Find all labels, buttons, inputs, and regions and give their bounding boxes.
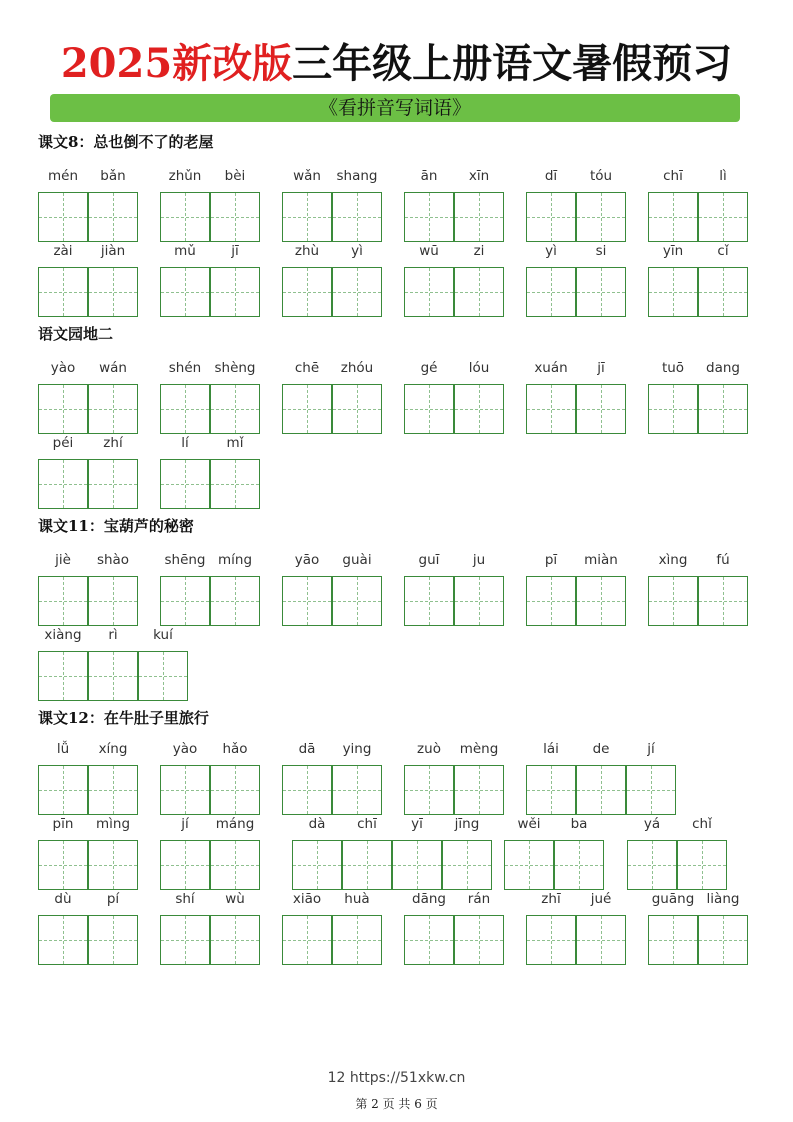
- writing-cell[interactable]: [160, 192, 210, 242]
- pinyin-label: shang: [336, 168, 378, 184]
- word-group: [404, 889, 504, 965]
- writing-cell[interactable]: [554, 840, 604, 890]
- writing-cell[interactable]: [526, 384, 576, 434]
- word-group: [38, 166, 138, 242]
- pinyin-label: chī: [663, 168, 683, 184]
- word-group: [282, 241, 382, 317]
- pinyin-label: shèng: [214, 360, 256, 376]
- word-group: [627, 814, 727, 890]
- word-row: [38, 550, 758, 626]
- pinyin-label: míng: [217, 552, 253, 568]
- pinyin-label: xiàng: [44, 627, 82, 643]
- writing-cell[interactable]: [677, 840, 727, 890]
- writing-cell[interactable]: [576, 915, 626, 965]
- writing-cell[interactable]: [210, 576, 260, 626]
- writing-cell[interactable]: [648, 267, 698, 317]
- pinyin-label: zuò: [417, 741, 441, 757]
- footer-page-number: 第 2 页 共 6 页: [355, 1097, 438, 1111]
- word-row: [38, 739, 758, 815]
- writing-cell[interactable]: [282, 915, 332, 965]
- page-title: [0, 38, 793, 90]
- pinyin-label: ying: [342, 741, 372, 757]
- pinyin-label: mìng: [95, 816, 131, 832]
- word-group: [38, 625, 188, 701]
- pinyin-label: xuán: [534, 360, 568, 376]
- pinyin-label: chǐ: [692, 816, 712, 832]
- word-group: [282, 358, 382, 434]
- writing-cell[interactable]: [160, 915, 210, 965]
- subtitle-banner: 《看拼音写词语》: [50, 94, 740, 122]
- writing-cell[interactable]: [210, 915, 260, 965]
- pinyin-label: jiàn: [100, 243, 126, 259]
- writing-cell[interactable]: [442, 840, 492, 890]
- pinyin-label: ju: [472, 552, 486, 568]
- word-row: [38, 433, 758, 509]
- word-group: [526, 889, 626, 965]
- pinyin-label: dī: [544, 168, 558, 184]
- writing-cell[interactable]: [404, 384, 454, 434]
- writing-cell[interactable]: [526, 915, 576, 965]
- pinyin-label: cǐ: [717, 243, 729, 259]
- writing-cell[interactable]: [160, 840, 210, 890]
- word-group: [282, 739, 382, 815]
- pinyin-label: liàng: [706, 891, 740, 907]
- pinyin-label: yīn: [662, 243, 684, 259]
- pinyin-label: péi: [52, 435, 74, 451]
- word-group: [404, 550, 504, 626]
- writing-cell[interactable]: [698, 915, 748, 965]
- writing-cell[interactable]: [526, 576, 576, 626]
- word-group: [160, 358, 260, 434]
- pinyin-label: si: [595, 243, 607, 259]
- writing-cell[interactable]: [38, 915, 88, 965]
- writing-cell[interactable]: [648, 384, 698, 434]
- pinyin-label: wū: [419, 243, 439, 259]
- pinyin-label: dà: [308, 816, 326, 832]
- pinyin-label: pí: [106, 891, 120, 907]
- pinyin-label: dang: [706, 360, 740, 376]
- writing-cell[interactable]: [698, 384, 748, 434]
- pinyin-label: jī: [231, 243, 239, 259]
- pinyin-label: yì: [545, 243, 557, 259]
- writing-cell[interactable]: [210, 384, 260, 434]
- pinyin-label: bǎn: [100, 168, 126, 184]
- word-group: [282, 166, 382, 242]
- writing-cell[interactable]: [282, 384, 332, 434]
- writing-cell[interactable]: [88, 384, 138, 434]
- word-group: [404, 358, 504, 434]
- writing-cell[interactable]: [454, 384, 504, 434]
- pinyin-label: rán: [467, 891, 491, 907]
- word-group: [648, 358, 748, 434]
- section-heading: 课文11：宝葫芦的秘密: [38, 517, 194, 535]
- writing-cell[interactable]: [88, 576, 138, 626]
- word-group: [648, 550, 748, 626]
- pinyin-label: zhǔn: [168, 168, 202, 184]
- writing-cell[interactable]: [576, 576, 626, 626]
- pinyin-label: fú: [716, 552, 730, 568]
- pinyin-label: mén: [47, 168, 78, 184]
- writing-cell[interactable]: [38, 651, 88, 701]
- pinyin-label: shí: [175, 891, 195, 907]
- pinyin-label: tóu: [589, 168, 613, 184]
- writing-cell[interactable]: [332, 576, 382, 626]
- word-row: [38, 814, 758, 890]
- writing-cell[interactable]: [454, 915, 504, 965]
- pinyin-label: wán: [99, 360, 127, 376]
- writing-cell[interactable]: [38, 267, 88, 317]
- word-group: [526, 241, 626, 317]
- word-row: [38, 358, 758, 434]
- writing-cell[interactable]: [698, 267, 748, 317]
- word-group: [404, 739, 504, 815]
- pinyin-label: máng: [215, 816, 255, 832]
- pinyin-label: jí: [647, 741, 655, 757]
- pinyin-label: lì: [719, 168, 727, 184]
- writing-cell[interactable]: [160, 267, 210, 317]
- section-heading: 课文8：总也倒不了的老屋: [38, 133, 214, 151]
- writing-cell[interactable]: [160, 459, 210, 509]
- section-heading: 课文12：在牛肚子里旅行: [38, 709, 209, 727]
- pinyin-label: jué: [590, 891, 612, 907]
- writing-cell[interactable]: [88, 765, 138, 815]
- writing-cell[interactable]: [454, 576, 504, 626]
- word-group: [160, 433, 260, 509]
- pinyin-label: wù: [225, 891, 245, 907]
- word-group: [160, 739, 260, 815]
- pinyin-label: shén: [168, 360, 202, 376]
- pinyin-label: wǎn: [293, 168, 321, 184]
- pinyin-label: mǔ: [174, 243, 196, 259]
- word-row: [38, 625, 758, 701]
- writing-cell[interactable]: [576, 765, 626, 815]
- writing-cell[interactable]: [404, 192, 454, 242]
- pinyin-label: yī: [411, 816, 423, 832]
- pinyin-label: dāng: [412, 891, 446, 907]
- writing-cell[interactable]: [88, 192, 138, 242]
- writing-cell[interactable]: [342, 840, 392, 890]
- pinyin-label: xíng: [98, 741, 128, 757]
- pinyin-label: rì: [108, 627, 118, 643]
- writing-cell[interactable]: [576, 192, 626, 242]
- writing-cell[interactable]: [332, 384, 382, 434]
- word-group: [526, 550, 626, 626]
- pinyin-label: zhóu: [340, 360, 374, 376]
- writing-cell[interactable]: [454, 765, 504, 815]
- pinyin-label: jí: [181, 816, 189, 832]
- pinyin-label: xìng: [658, 552, 688, 568]
- word-group: [160, 889, 260, 965]
- pinyin-label: gé: [420, 360, 438, 376]
- word-group: [504, 814, 604, 890]
- writing-cell[interactable]: [332, 765, 382, 815]
- pinyin-label: lí: [181, 435, 189, 451]
- pinyin-label: kuí: [153, 627, 173, 643]
- writing-cell[interactable]: [138, 651, 188, 701]
- word-row: [38, 241, 758, 317]
- pinyin-label: guài: [342, 552, 372, 568]
- pinyin-label: jīng: [454, 816, 480, 832]
- writing-cell[interactable]: [648, 576, 698, 626]
- writing-cell[interactable]: [160, 384, 210, 434]
- word-group: [526, 739, 676, 815]
- title-black-part: 三年级上册语文暑假预习: [292, 40, 733, 87]
- word-group: [404, 166, 504, 242]
- writing-cell[interactable]: [648, 192, 698, 242]
- writing-cell[interactable]: [38, 459, 88, 509]
- writing-cell[interactable]: [210, 765, 260, 815]
- pinyin-label: chī: [357, 816, 377, 832]
- pinyin-label: wěi: [517, 816, 541, 832]
- word-group: [38, 550, 138, 626]
- writing-cell[interactable]: [526, 267, 576, 317]
- writing-cell[interactable]: [626, 765, 676, 815]
- word-group: [526, 358, 626, 434]
- writing-cell[interactable]: [332, 267, 382, 317]
- word-group: [160, 166, 260, 242]
- pinyin-label: shēng: [164, 552, 206, 568]
- writing-cell[interactable]: [454, 267, 504, 317]
- writing-cell[interactable]: [526, 192, 576, 242]
- writing-cell[interactable]: [282, 765, 332, 815]
- writing-cell[interactable]: [160, 765, 210, 815]
- writing-cell[interactable]: [404, 915, 454, 965]
- writing-cell[interactable]: [88, 840, 138, 890]
- writing-cell[interactable]: [282, 576, 332, 626]
- pinyin-label: shào: [96, 552, 130, 568]
- pinyin-label: miàn: [584, 552, 618, 568]
- pinyin-label: zhī: [541, 891, 561, 907]
- word-group: [38, 358, 138, 434]
- word-row: [38, 889, 758, 965]
- pinyin-label: guāng: [651, 891, 695, 907]
- writing-cell[interactable]: [504, 840, 554, 890]
- writing-cell[interactable]: [404, 267, 454, 317]
- writing-cell[interactable]: [698, 576, 748, 626]
- writing-cell[interactable]: [282, 192, 332, 242]
- pinyin-label: lóu: [468, 360, 490, 376]
- pinyin-label: yá: [643, 816, 661, 832]
- pinyin-label: ba: [570, 816, 588, 832]
- writing-cell[interactable]: [88, 459, 138, 509]
- pinyin-label: bèi: [224, 168, 246, 184]
- pinyin-label: chē: [294, 360, 320, 376]
- pinyin-label: xīn: [468, 168, 490, 184]
- writing-cell[interactable]: [88, 267, 138, 317]
- word-group: [160, 814, 260, 890]
- word-group: [648, 889, 748, 965]
- word-group: [160, 550, 260, 626]
- writing-cell[interactable]: [526, 765, 576, 815]
- writing-cell[interactable]: [627, 840, 677, 890]
- title-red-part: 2025新改版: [60, 40, 293, 87]
- writing-cell[interactable]: [38, 576, 88, 626]
- word-group: [282, 889, 382, 965]
- pinyin-label: jī: [597, 360, 605, 376]
- writing-cell[interactable]: [282, 267, 332, 317]
- pinyin-label: mèng: [459, 741, 499, 757]
- word-group: [38, 433, 138, 509]
- writing-cell[interactable]: [332, 192, 382, 242]
- pinyin-label: zi: [473, 243, 485, 259]
- pinyin-label: hǎo: [222, 741, 248, 757]
- pinyin-label: yào: [172, 741, 198, 757]
- footer-url[interactable]: 12 https://51xkw.cn: [327, 1070, 466, 1086]
- pinyin-label: lǚ: [56, 741, 70, 757]
- section-heading: 语文园地二: [38, 325, 114, 343]
- writing-cell[interactable]: [454, 192, 504, 242]
- writing-cell[interactable]: [698, 192, 748, 242]
- pinyin-label: pīn: [52, 816, 74, 832]
- writing-cell[interactable]: [38, 384, 88, 434]
- word-group: [526, 166, 626, 242]
- pinyin-label: guī: [418, 552, 440, 568]
- pinyin-label: zài: [53, 243, 73, 259]
- word-group: [38, 814, 138, 890]
- writing-cell[interactable]: [210, 840, 260, 890]
- word-row: [38, 166, 758, 242]
- writing-cell[interactable]: [210, 459, 260, 509]
- pinyin-label: tuō: [661, 360, 685, 376]
- writing-cell[interactable]: [210, 267, 260, 317]
- word-group: [648, 241, 748, 317]
- word-group: [648, 166, 748, 242]
- writing-cell[interactable]: [38, 192, 88, 242]
- writing-cell[interactable]: [576, 267, 626, 317]
- writing-cell[interactable]: [38, 840, 88, 890]
- pinyin-label: zhí: [103, 435, 123, 451]
- writing-cell[interactable]: [648, 915, 698, 965]
- writing-cell[interactable]: [210, 192, 260, 242]
- pinyin-label: dā: [298, 741, 316, 757]
- word-group: [38, 241, 138, 317]
- writing-cell[interactable]: [88, 915, 138, 965]
- pinyin-label: pī: [544, 552, 558, 568]
- pinyin-label: dù: [54, 891, 72, 907]
- writing-cell[interactable]: [404, 576, 454, 626]
- word-group: [38, 739, 138, 815]
- writing-cell[interactable]: [292, 840, 342, 890]
- pinyin-label: de: [592, 741, 610, 757]
- writing-cell[interactable]: [576, 384, 626, 434]
- pinyin-label: jiè: [55, 552, 71, 568]
- writing-cell[interactable]: [332, 915, 382, 965]
- word-group: [292, 814, 492, 890]
- pinyin-label: zhù: [294, 243, 320, 259]
- writing-cell[interactable]: [88, 651, 138, 701]
- word-group: [282, 550, 382, 626]
- pinyin-label: yāo: [294, 552, 320, 568]
- pinyin-label: huà: [344, 891, 370, 907]
- writing-cell[interactable]: [404, 765, 454, 815]
- writing-cell[interactable]: [160, 576, 210, 626]
- pinyin-label: yào: [50, 360, 76, 376]
- pinyin-label: mǐ: [226, 435, 244, 451]
- writing-cell[interactable]: [392, 840, 442, 890]
- writing-cell[interactable]: [38, 765, 88, 815]
- word-group: [404, 241, 504, 317]
- pinyin-label: yì: [351, 243, 363, 259]
- pinyin-label: lái: [543, 741, 559, 757]
- word-group: [38, 889, 138, 965]
- pinyin-label: ān: [420, 168, 438, 184]
- word-group: [160, 241, 260, 317]
- pinyin-label: xiāo: [292, 891, 322, 907]
